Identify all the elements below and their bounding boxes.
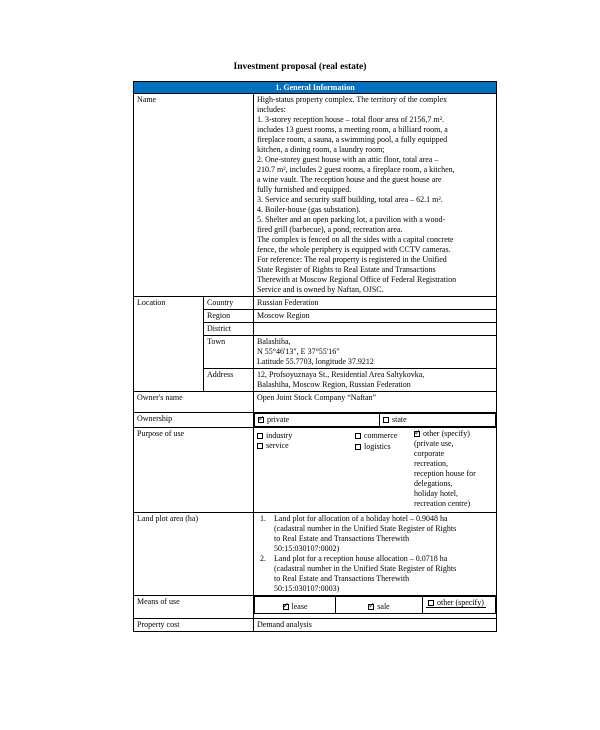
document-title: Investment proposal (real estate)	[233, 62, 367, 72]
name-line: 210.7 m², includes 2 guest rooms, a fireplace room, a kitchen,	[257, 165, 455, 174]
purpose-other-line: (private use,	[414, 439, 454, 448]
purpose-other-line: delegations,	[414, 479, 453, 488]
means-options	[254, 596, 497, 619]
ownership-label: Ownership	[134, 413, 254, 428]
land-item	[257, 554, 493, 594]
name-line: a wine vault. The reception house and the guest house are	[257, 175, 442, 184]
means-label: Means of use	[134, 596, 254, 619]
land-row	[134, 513, 497, 596]
land-item-number: 2.	[260, 554, 266, 563]
purpose-industry[interactable]	[257, 431, 292, 441]
address-value	[254, 369, 497, 392]
purpose-industry-label: industry	[266, 431, 293, 440]
land-item-line: (cadastral number in the Unified State Register of Rights	[274, 564, 457, 573]
ownership-private[interactable]	[255, 414, 380, 427]
section-header-row	[134, 82, 497, 94]
ownership-state-label: state	[392, 415, 407, 424]
name-line: 4. Boiler-house (gas substation).	[257, 205, 361, 214]
cost-value: Demand analysis	[254, 619, 497, 632]
land-item-line: (cadastral number in the Unified State Register of Rights	[274, 524, 457, 533]
town-line: N 55°46'13", E 37°55'16"	[257, 347, 340, 356]
purpose-other-line: recreation,	[414, 459, 448, 468]
purpose-options	[254, 428, 497, 513]
land-item-number: 1.	[260, 514, 266, 523]
means-lease-label: lease	[291, 602, 308, 611]
name-line: State Register of Rights to Real Estate and Transactions	[257, 265, 436, 274]
purpose-logistics-label: logistics	[364, 442, 391, 451]
name-line: Therewith at Moscow Regional Office of Federal Registration	[257, 275, 457, 284]
land-item-line: to Real Estate and Transactions Therewith	[274, 574, 410, 583]
name-line: The complex is fenced on all the sides with a capital concrete	[257, 235, 454, 244]
checkbox-icon[interactable]	[383, 417, 389, 423]
name-line: 5. Shelter and an open parking lot, a pavilion with a wood-	[257, 215, 446, 224]
general-information-table	[133, 81, 497, 632]
region-value: Moscow Region	[254, 310, 497, 323]
country-label: Country	[204, 297, 254, 310]
purpose-other-line: recreation centre)	[414, 499, 471, 508]
purpose-label: Purpose of use	[134, 428, 254, 513]
purpose-other-line: reception house for	[414, 469, 476, 478]
location-label: Location	[134, 297, 204, 392]
name-line: fence, the whole periphery is equipped with CCTV cameras.	[257, 245, 451, 254]
checkbox-icon[interactable]	[257, 443, 263, 449]
owner-row	[134, 392, 497, 413]
ownership-private-label: private	[267, 415, 290, 424]
location-country-row	[134, 297, 497, 310]
name-label: Name	[134, 94, 254, 297]
purpose-row	[134, 428, 497, 513]
purpose-logistics[interactable]	[355, 442, 391, 452]
address-line: Balashiha, Moscow Region, Russian Federation	[257, 380, 411, 389]
ownership-options	[254, 413, 497, 428]
section-header: 1. General Information	[134, 82, 497, 94]
name-line: includes 13 guest rooms, a meeting room, a billiard room, a	[257, 125, 448, 134]
means-sale[interactable]	[336, 597, 423, 614]
checkbox-checked-icon[interactable]	[283, 604, 289, 610]
land-item-line: 50:15:030107:0003)	[274, 584, 340, 593]
name-line: For reference: The real property is registered in the Unified	[257, 255, 447, 264]
land-item-line: to Real Estate and Transactions Therewith	[274, 534, 410, 543]
land-item-line: 50:15:030107:0002)	[274, 544, 340, 553]
name-value	[254, 94, 497, 297]
address-line: 12, Profsoyuznaya St., Residential Area Saltykovka,	[257, 370, 425, 379]
checkbox-icon[interactable]	[428, 600, 434, 606]
name-line: Service and is owned by Naftan, OJSC.	[257, 285, 384, 294]
name-line: kitchen, a dining room, a laundry room;	[257, 145, 385, 154]
name-line: 1. 3-storey reception house – total floor area of 2156,7 m².	[257, 115, 445, 124]
checkbox-icon[interactable]	[355, 444, 361, 450]
name-line: fireplace room, a sauna, a swimming pool, a fully equipped	[257, 135, 448, 144]
means-other[interactable]	[423, 597, 496, 614]
cost-row	[134, 619, 497, 632]
checkbox-checked-icon[interactable]	[368, 604, 374, 610]
cost-label: Property cost	[134, 619, 254, 632]
name-line: fired grill (barbecue), a pond, recreation area.	[257, 225, 403, 234]
means-sale-label: sale	[377, 602, 390, 611]
checkbox-icon[interactable]	[355, 433, 361, 439]
name-line: 2. One-storey guest house with an attic floor, total area –	[257, 155, 439, 164]
owner-value: Open Joint Stock Company “Naftan”	[254, 392, 497, 413]
town-value	[254, 336, 497, 369]
name-line: includes:	[257, 105, 286, 114]
means-other-label: other (specify)	[437, 598, 484, 607]
name-line: High-status property complex. The territory of the complex	[257, 95, 448, 104]
district-label: District	[204, 323, 254, 336]
land-value	[254, 513, 497, 596]
town-line: Latitude 55.7703, longitude 37.9212	[257, 357, 374, 366]
checkbox-checked-icon[interactable]	[414, 431, 420, 437]
name-row	[134, 94, 497, 297]
land-item-line: Land plot for allocation of a holiday hotel – 0.9048 ha	[274, 514, 448, 523]
purpose-other-label: other (specify)	[423, 429, 470, 438]
purpose-commerce[interactable]	[355, 431, 397, 441]
country-value: Russian Federation	[254, 297, 497, 310]
purpose-other-line: corporate	[414, 449, 445, 458]
purpose-other-line: holiday hotel,	[414, 489, 458, 498]
land-label: Land plot area (ha)	[134, 513, 254, 596]
town-label: Town	[204, 336, 254, 369]
purpose-service-label: service	[266, 441, 289, 450]
land-item-line: Land plot for a reception house allocation – 0.0718 ha	[274, 554, 448, 563]
ownership-row	[134, 413, 497, 428]
purpose-commerce-label: commerce	[364, 431, 398, 440]
land-item	[257, 514, 493, 554]
name-line: 3. Service and security staff building, total area – 62.1 m².	[257, 195, 443, 204]
checkbox-icon[interactable]	[257, 433, 263, 439]
means-lease[interactable]	[255, 597, 336, 614]
checkbox-checked-icon[interactable]	[258, 417, 264, 423]
means-row	[134, 596, 497, 619]
town-line: Balashiha,	[257, 337, 291, 346]
district-value	[254, 323, 497, 336]
region-label: Region	[204, 310, 254, 323]
owner-label: Owner's name	[134, 392, 254, 413]
purpose-other[interactable]	[414, 429, 476, 509]
name-line: fully furnished and equipped.	[257, 185, 352, 194]
purpose-service[interactable]	[257, 441, 289, 451]
address-label: Address	[204, 369, 254, 392]
ownership-state[interactable]	[380, 414, 496, 427]
